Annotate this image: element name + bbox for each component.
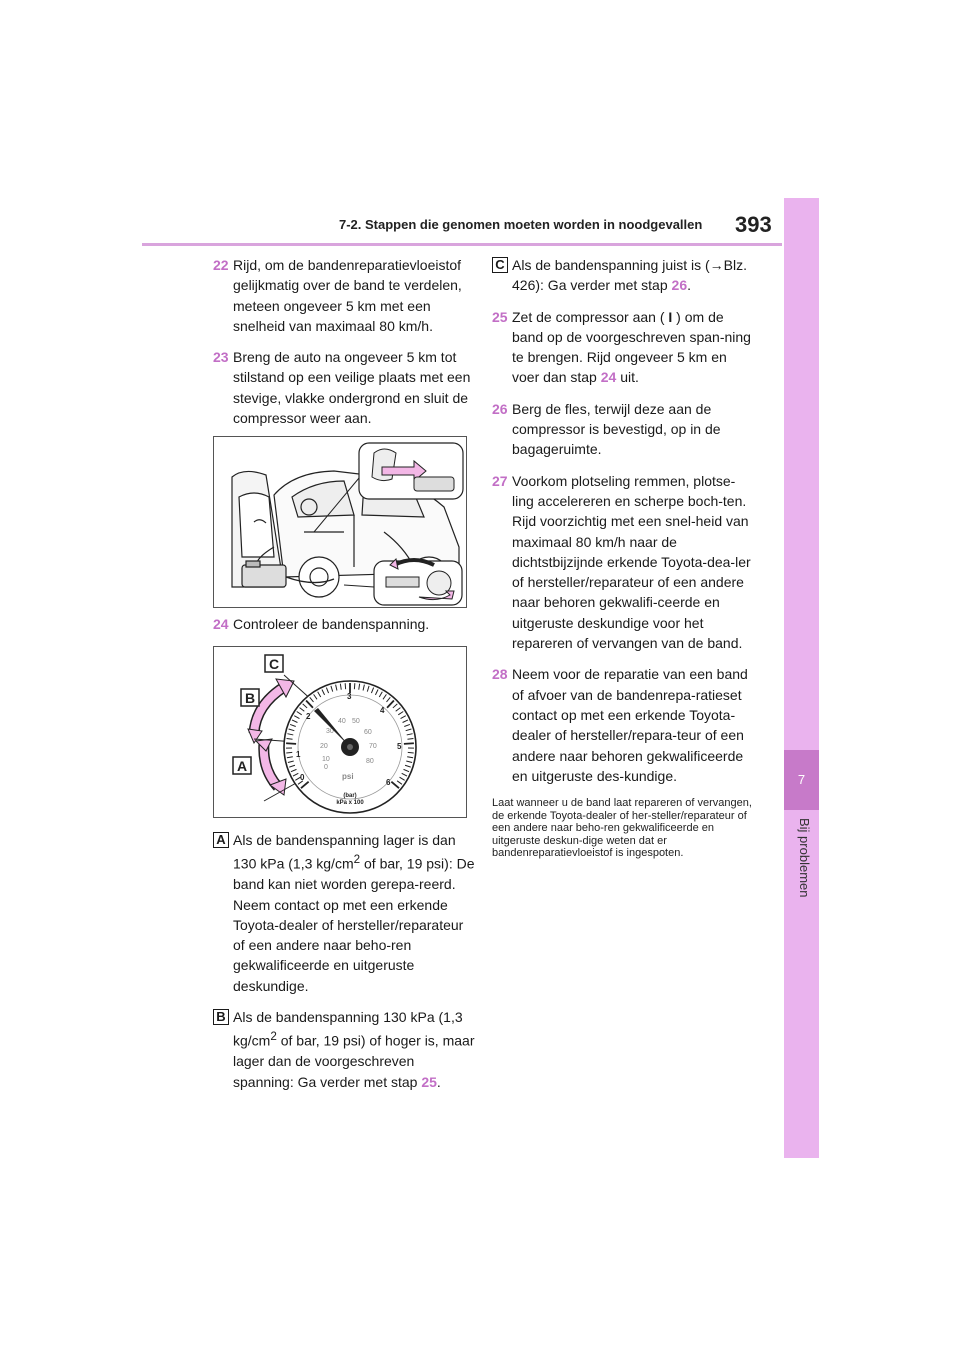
step-26	[492, 399, 757, 460]
psi-tick-30: 30	[326, 728, 334, 735]
gauge-tick	[408, 752, 414, 753]
step-number: 28	[492, 666, 508, 683]
psi-tick-10: 10	[322, 756, 330, 763]
chapter-title-vertical: Bij problemen	[797, 818, 812, 898]
step-text: Breng de auto na ongeveer 5 km tot stilstand op een veilige plaats met een stevige, vlakke ondergrond en sluit de compressor weer aan.	[233, 349, 471, 427]
step-27	[492, 471, 757, 654]
header-rule	[142, 243, 782, 246]
step-28	[492, 664, 757, 786]
kpa-unit: kPa x 100	[336, 800, 364, 806]
step-number: 25	[492, 308, 508, 325]
step-number: 24	[213, 616, 229, 632]
chapter-number-badge: 7	[784, 750, 819, 810]
bar-tick-3: 3	[347, 692, 352, 701]
bar-tick-2: 2	[306, 712, 311, 721]
bar-tick-5: 5	[397, 742, 402, 751]
step-25	[492, 307, 757, 388]
condition-text-end: .	[687, 277, 691, 294]
step-reference: 25	[421, 1073, 437, 1090]
condition-text: Als de bandenspanning 130 kPa (1,3 kg/cm	[233, 1009, 463, 1049]
chapter-side-tab	[784, 198, 819, 1158]
step-number: 22	[213, 257, 229, 273]
gauge-label-b: B	[245, 690, 256, 706]
condition-label-box: C	[492, 257, 508, 273]
step-text-end: uit.	[616, 369, 639, 386]
superscript: 2	[270, 1030, 277, 1044]
gauge-label-c: C	[269, 656, 280, 672]
condition-text: Als de bandenspanning juist is (→Blz. 426): Ga verder met stap	[512, 257, 748, 294]
compressor-connection-illustration	[213, 436, 467, 608]
gauge-tick	[286, 743, 296, 744]
bar-tick-4: 4	[380, 706, 385, 715]
condition-b	[213, 1007, 475, 1092]
repair-note: Laat wanneer u de band laat repareren of vervangen, de erkende Toyota-dealer of her-steller/reparateur of een andere naar beho-ren gekwalificeerde en uitgeruste deskun-dige weten dat er bandenreparatievloeistof is ingespoten.	[492, 797, 752, 860]
step-reference: 26	[671, 277, 688, 294]
psi-unit: psi	[342, 772, 354, 781]
gauge-tick	[286, 752, 292, 753]
right-column	[492, 255, 757, 860]
condition-label-box: A	[213, 832, 229, 848]
left-column-lower	[213, 830, 475, 1103]
step-22	[213, 255, 475, 336]
psi-tick-50: 50	[352, 718, 360, 725]
step-24	[213, 614, 475, 634]
condition-text: Als de bandenspanning lager is dan 130 kPa (1,3 kg/cm	[233, 832, 456, 872]
step-24-wrapper	[213, 614, 475, 645]
bar-tick-0: 0	[300, 773, 305, 782]
gauge-label-a: A	[237, 758, 248, 774]
section-title: 7-2. Stappen die genomen moeten worden in noodgevallen	[339, 217, 703, 232]
step-number: 26	[492, 400, 508, 417]
condition-text-cont: of bar, 19 psi) of hoger is, maar lager dan de voorgeschreven spanning: Ga verder met stap	[233, 1032, 475, 1090]
step-text: Rijd, om de bandenreparatievloeistof gelijkmatig over de band te verdelen, meteen ongeveer 5 km met een snelheid van maximaal 80 km/h.	[233, 257, 462, 334]
condition-text-end: .	[436, 1073, 441, 1090]
pressure-gauge-illustration	[213, 646, 467, 818]
step-text: Zet de compressor aan (	[512, 308, 669, 325]
psi-tick-20: 20	[320, 743, 328, 750]
psi-tick-60: 60	[364, 729, 372, 736]
bar-tick-6: 6	[386, 778, 391, 787]
condition-c	[492, 255, 757, 296]
step-number: 23	[213, 349, 229, 366]
gauge-tick	[404, 743, 414, 744]
step-text: Voorkom plotseling remmen, plotse-ling accelereren en scherpe boch-ten. Rijd voorzichtig met een snel-heid van maximaal 80 km/h naar de dichtstbijzijnde erkende Toyota-dea-ler of hersteller/reparateur of een andere naar behoren gekwalifi-ceerde en uitgeruste deskundige voor het repareren of vervangen van de band.	[512, 472, 751, 652]
step-reference: 24	[600, 369, 617, 386]
bar-unit: (bar)	[343, 793, 357, 799]
step-text-cont: ) om de band op de voorgeschreven span-ning te brengen. Rijd ongeveer 5 km en voer dan stap	[512, 308, 751, 386]
car-compressor-drawing	[214, 437, 467, 608]
power-on-symbol: I	[668, 308, 673, 325]
step-number: 27	[492, 472, 508, 489]
condition-text-cont: of bar, 19 psi): De band kan niet worden gerepa-reerd. Neem contact op met een erkende Toyota-dealer of hersteller/reparateur of een andere naar beho-ren gekwalificeerde en uitgeruste deskundige.	[233, 855, 475, 994]
bar-tick-1: 1	[296, 750, 301, 759]
psi-tick-80: 80	[366, 758, 374, 765]
condition-label-box: B	[213, 1009, 229, 1025]
superscript: 2	[353, 853, 361, 867]
step-text: Neem voor de reparatie van een band of afvoer van de bandenrepa-ratieset contact op met een erkende Toyota-dealer of hersteller/repara-teur of een andere naar behoren gekwalificeerde en uitgeruste des-kundige.	[512, 666, 748, 784]
step-23	[213, 347, 475, 428]
page-number: 393	[735, 212, 772, 237]
left-column	[213, 255, 475, 439]
step-text: Berg de fles, terwijl deze aan de compressor is bevestigd, op in de bagageruimte.	[512, 400, 721, 458]
condition-a	[213, 830, 475, 996]
step-text: Controleer de bandenspanning.	[233, 616, 430, 632]
psi-tick-70: 70	[369, 743, 377, 750]
psi-tick-0: 0	[324, 764, 328, 771]
psi-tick-40: 40	[338, 718, 346, 725]
gauge-drawing	[214, 647, 467, 818]
